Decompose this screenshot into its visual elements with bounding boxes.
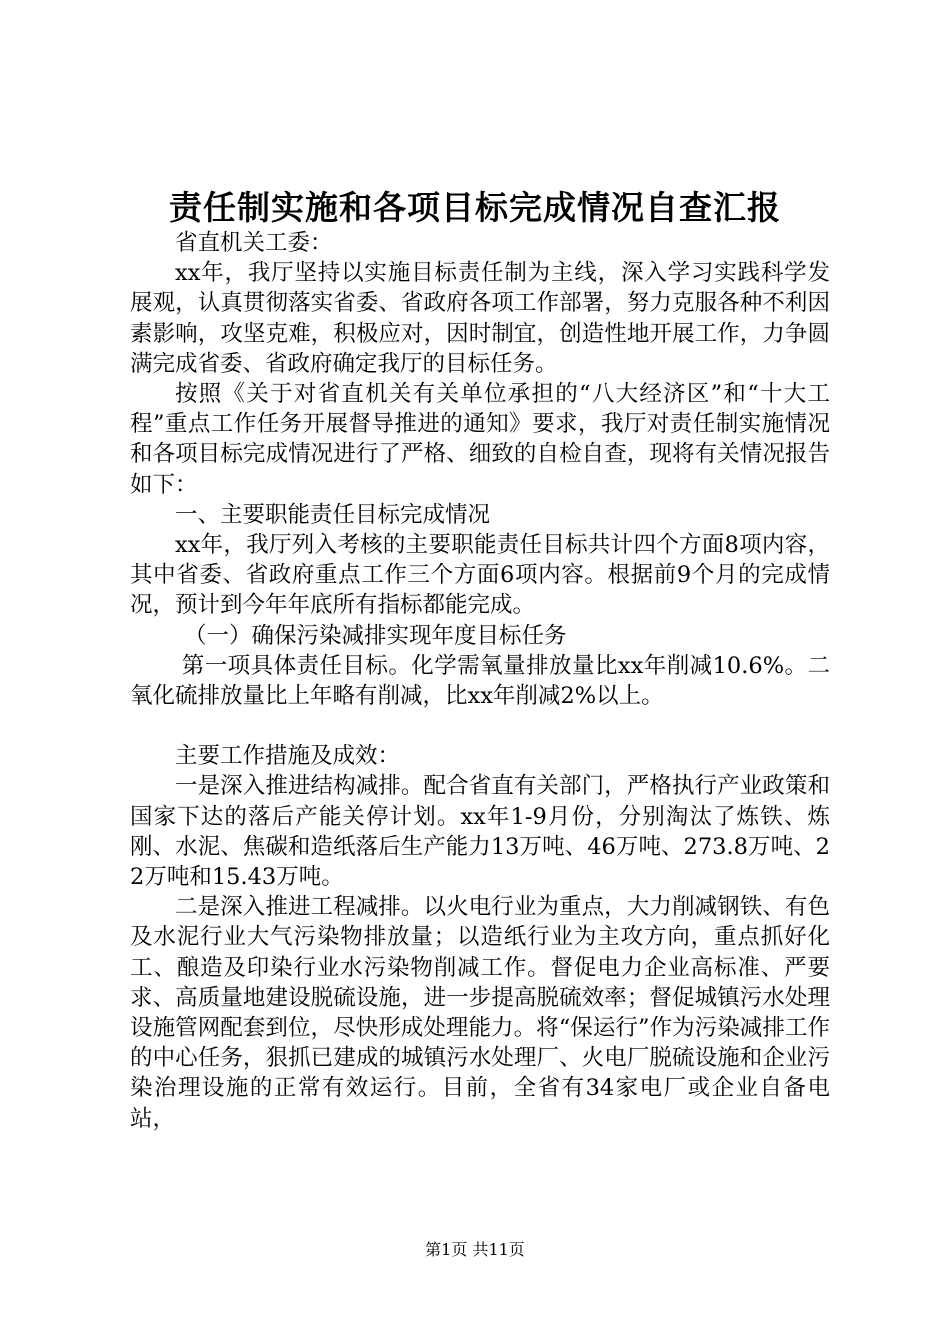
measures-heading: 主要工作措施及成效： (175, 743, 401, 770)
engineering-reduction-paragraph: 二是深入推进工程减排。以火电行业为重点，大力削减钢铁、有色及水泥行业大气污染物排放量；以造纸行业为主攻方向，重点抓好化工、酿造及印染行业水污染物削减工作。督促电力企业高标准、严要求、高质量地建设脱硫设施，进一步提高脱硫效率；督促城镇污水处理设施管网配套到位，尽快形成处理能力。将“保运行”作为污染减排工作的中心任务，狠抓已建成的城镇污水处理厂、火电厂脱硫设施和企业污染治理设施的正常有效运行。目前，全省有34家电厂或企业自备电站， (130, 894, 830, 1132)
paragraph-spacer (130, 711, 830, 741)
page-footer: 第1页 共11页 (425, 1240, 525, 1259)
subsection-heading: （一）确保污染减排实现年度目标任务 (184, 622, 567, 649)
structural-reduction-paragraph: 一是深入推进结构减排。配合省直有关部门，严格执行产业政策和国家下达的落后产能关停计划。xx年1-9月份，分别淘汰了炼铁、炼刚、水泥、焦碳和造纸落后生产能力13万吨、46万吨、273.8万吨、22万吨和15.43万吨。 (130, 773, 830, 891)
document-body (130, 228, 830, 1134)
section-heading: 一、主要职能责任目标完成情况 (175, 501, 491, 528)
target-paragraph: 第一项具体责任目标。化学需氧量排放量比xx年削减10.6%。二氧化硫排放量比上年略有削减，比xx年削减2%以上。 (130, 652, 830, 710)
notice-paragraph: 按照《关于对省直机关有关单位承担的“八大经济区”和“十大工程”重点工作任务开展督导推进的通知》要求，我厅对责任制实施情况和各项目标完成情况进行了严格、细致的自检自查，现将有关情况报告如下： (130, 381, 830, 498)
document-title: 责任制实施和各项目标完成情况自查汇报 (169, 188, 781, 227)
section-summary-paragraph: xx年，我厅列入考核的主要职能责任目标共计四个方面8项内容，其中省委、省政府重点工作三个方面6项内容。根据前9个月的完成情况，预计到今年年底所有指标都能完成。 (130, 532, 830, 619)
salutation-paragraph: 省直机关工委： (175, 230, 333, 256)
intro-paragraph: xx年，我厅坚持以实施目标责任制为主线，深入学习实践科学发展观，认真贯彻落实省委、省政府各项工作部署，努力克服各种不利因素影响，攻坚克难，积极应对，因时制宜，创造性地开展工作，力争圆满完成省委、省政府确定我厅的目标任务。 (130, 260, 830, 377)
